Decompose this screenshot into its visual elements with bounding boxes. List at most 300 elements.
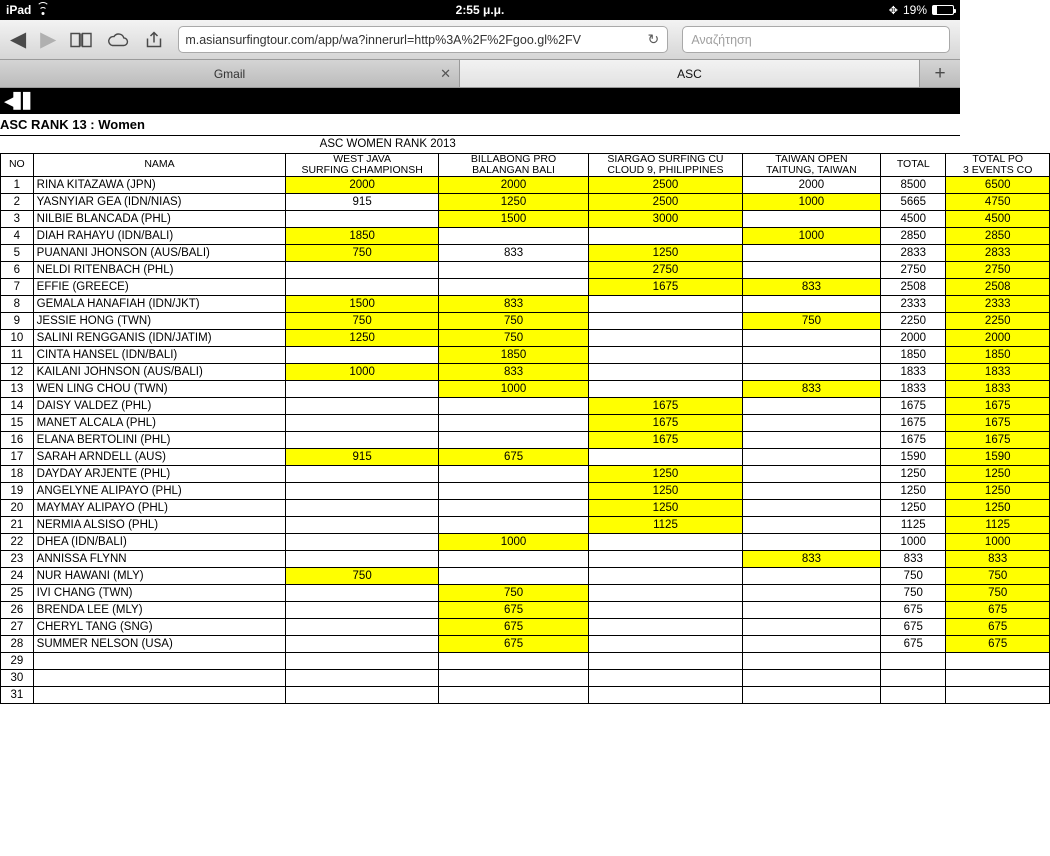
cell-total[interactable] [881,652,946,669]
cell-event-4[interactable] [742,465,880,482]
cell-event-3[interactable]: 1675 [589,278,743,295]
cell-event-4[interactable] [742,584,880,601]
cell-total-points[interactable]: 1590 [946,448,1050,465]
cell-event-1[interactable] [286,550,439,567]
table-row[interactable] [1,261,1050,278]
tab-gmail[interactable] [0,60,460,87]
cell-event-2[interactable] [438,567,588,584]
cell-total-points[interactable]: 1125 [946,516,1050,533]
cell-total-points[interactable]: 2833 [946,244,1050,261]
cell-no[interactable]: 30 [1,669,34,686]
cell-event-3[interactable] [589,380,743,397]
cell-event-3[interactable]: 2500 [589,176,743,193]
device-label: iPad [6,3,32,17]
cell-name[interactable]: JESSIE HONG (TWN) [33,312,286,329]
back-triangle-icon[interactable]: ◀▋▋ [4,93,33,110]
cell-no[interactable]: 21 [1,516,34,533]
cell-event-2[interactable]: 675 [438,448,588,465]
cell-event-2[interactable]: 675 [438,618,588,635]
column-header-nama: NAMA [33,153,286,176]
cell-name[interactable]: SUMMER NELSON (USA) [33,635,286,652]
table-row[interactable] [1,431,1050,448]
cell-no[interactable]: 8 [1,295,34,312]
table-row[interactable] [1,567,1050,584]
cell-event-4[interactable] [742,499,880,516]
cell-name[interactable]: CHERYL TANG (SNG) [33,618,286,635]
cell-event-4[interactable] [742,363,880,380]
cell-total-points[interactable]: 1675 [946,431,1050,448]
cell-total[interactable]: 2508 [881,278,946,295]
table-row[interactable] [1,193,1050,210]
cell-name[interactable]: KAILANI JOHNSON (AUS/BALI) [33,363,286,380]
cell-total-points[interactable]: 750 [946,567,1050,584]
cell-no[interactable]: 4 [1,227,34,244]
cell-name[interactable]: NUR HAWANI (MLY) [33,567,286,584]
cell-total[interactable]: 1833 [881,380,946,397]
table-row[interactable] [1,516,1050,533]
cell-no[interactable]: 15 [1,414,34,431]
cell-event-4[interactable] [742,346,880,363]
cell-event-3[interactable]: 1125 [589,516,743,533]
cell-no[interactable]: 24 [1,567,34,584]
cell-event-2[interactable]: 1000 [438,533,588,550]
share-icon[interactable] [144,31,164,49]
cell-name[interactable]: ANNISSA FLYNN [33,550,286,567]
cell-no[interactable]: 18 [1,465,34,482]
cell-event-2[interactable]: 2000 [438,176,588,193]
cell-name[interactable]: MANET ALCALA (PHL) [33,414,286,431]
table-row[interactable] [1,227,1050,244]
cell-name[interactable]: IVI CHANG (TWN) [33,584,286,601]
cell-no[interactable]: 27 [1,618,34,635]
cell-total[interactable]: 2000 [881,329,946,346]
cell-name[interactable]: EFFIE (GREECE) [33,278,286,295]
cell-name[interactable]: BRENDA LEE (MLY) [33,601,286,618]
cell-total[interactable]: 2850 [881,227,946,244]
cell-name[interactable]: DAISY VALDEZ (PHL) [33,397,286,414]
cell-event-2[interactable] [438,652,588,669]
cell-event-4[interactable]: 1000 [742,227,880,244]
cell-event-1[interactable] [286,516,439,533]
cell-total-points[interactable]: 1000 [946,533,1050,550]
cell-event-3[interactable]: 1250 [589,244,743,261]
cell-total[interactable]: 1125 [881,516,946,533]
cell-event-4[interactable]: 2000 [742,176,880,193]
cell-total-points[interactable]: 2508 [946,278,1050,295]
cell-event-1[interactable] [286,686,439,703]
cell-event-4[interactable]: 833 [742,550,880,567]
cell-total-points[interactable]: 2850 [946,227,1050,244]
cell-event-3[interactable] [589,363,743,380]
cell-name[interactable]: NILBIE BLANCADA (PHL) [33,210,286,227]
cell-name[interactable]: NERMIA ALSISO (PHL) [33,516,286,533]
cell-event-4[interactable] [742,295,880,312]
cell-name[interactable]: CINTA HANSEL (IDN/BALI) [33,346,286,363]
cell-no[interactable]: 23 [1,550,34,567]
cell-no[interactable]: 3 [1,210,34,227]
table-row[interactable] [1,482,1050,499]
close-icon[interactable]: ✕ [440,65,451,81]
cell-event-4[interactable] [742,448,880,465]
cell-total-points[interactable]: 4500 [946,210,1050,227]
address-bar[interactable] [178,26,668,53]
cell-total-points[interactable]: 2000 [946,329,1050,346]
cell-event-1[interactable] [286,210,439,227]
cell-event-1[interactable] [286,601,439,618]
cell-event-2[interactable]: 833 [438,363,588,380]
cell-event-2[interactable]: 750 [438,329,588,346]
cell-event-1[interactable]: 1500 [286,295,439,312]
cell-no[interactable]: 5 [1,244,34,261]
table-row[interactable] [1,295,1050,312]
cell-event-3[interactable]: 1675 [589,397,743,414]
cell-event-3[interactable]: 1250 [589,499,743,516]
cell-total-points[interactable]: 2333 [946,295,1050,312]
cell-total[interactable]: 750 [881,567,946,584]
clock: 2:55 μ.μ. [455,3,505,17]
cell-event-3[interactable] [589,652,743,669]
cell-event-1[interactable] [286,346,439,363]
cell-event-3[interactable] [589,448,743,465]
cell-name[interactable]: DHEA (IDN/BALI) [33,533,286,550]
cell-total-points[interactable]: 675 [946,635,1050,652]
cell-event-2[interactable]: 1850 [438,346,588,363]
cell-event-1[interactable]: 1000 [286,363,439,380]
table-row[interactable] [1,244,1050,261]
cell-event-3[interactable] [589,550,743,567]
cell-total-points[interactable]: 1250 [946,465,1050,482]
cell-name[interactable]: DIAH RAHAYU (IDN/BALI) [33,227,286,244]
table-row[interactable] [1,618,1050,635]
cell-event-2[interactable] [438,431,588,448]
cell-no[interactable]: 22 [1,533,34,550]
cell-event-3[interactable] [589,227,743,244]
table-row[interactable] [1,601,1050,618]
cell-event-2[interactable] [438,278,588,295]
cell-no[interactable]: 1 [1,176,34,193]
cell-total-points[interactable]: 675 [946,618,1050,635]
cell-no[interactable]: 31 [1,686,34,703]
cell-event-1[interactable] [286,499,439,516]
page-title: ASC RANK 13 : Women [0,114,960,136]
tab-asc[interactable] [460,60,920,87]
cell-event-1[interactable] [286,584,439,601]
cell-event-4[interactable]: 1000 [742,193,880,210]
cell-total[interactable]: 2333 [881,295,946,312]
cell-event-3[interactable]: 1675 [589,414,743,431]
cell-total[interactable]: 1590 [881,448,946,465]
bookmarks-icon[interactable] [70,31,92,48]
cell-total-points[interactable]: 750 [946,584,1050,601]
cell-event-2[interactable]: 1000 [438,380,588,397]
cell-total-points[interactable] [946,652,1050,669]
new-tab-button[interactable]: + [920,60,960,87]
table-row[interactable] [1,312,1050,329]
cell-event-3[interactable]: 2750 [589,261,743,278]
cell-name[interactable]: ANGELYNE ALIPAYO (PHL) [33,482,286,499]
cell-event-4[interactable] [742,686,880,703]
table-row[interactable] [1,380,1050,397]
cell-name[interactable]: MAYMAY ALIPAYO (PHL) [33,499,286,516]
cell-name[interactable]: RINA KITAZAWA (JPN) [33,176,286,193]
spreadsheet-viewport[interactable] [0,136,1033,856]
cell-total[interactable]: 750 [881,584,946,601]
cell-total-points[interactable]: 833 [946,550,1050,567]
cell-event-2[interactable] [438,499,588,516]
cell-no[interactable]: 20 [1,499,34,516]
search-input[interactable] [682,26,950,53]
cell-event-4[interactable] [742,431,880,448]
cell-name[interactable]: PUANANI JHONSON (AUS/BALI) [33,244,286,261]
cell-event-1[interactable] [286,533,439,550]
table-row[interactable] [1,176,1050,193]
cell-event-4[interactable] [742,210,880,227]
cell-event-2[interactable] [438,414,588,431]
cell-event-4[interactable]: 833 [742,380,880,397]
cell-name[interactable]: SARAH ARNDELL (AUS) [33,448,286,465]
cell-no[interactable]: 9 [1,312,34,329]
cloud-icon[interactable] [106,32,130,48]
cell-total[interactable]: 675 [881,635,946,652]
table-row[interactable] [1,533,1050,550]
table-row[interactable] [1,686,1050,703]
table-row[interactable] [1,346,1050,363]
cell-event-3[interactable] [589,329,743,346]
cell-event-4[interactable] [742,397,880,414]
cell-event-2[interactable] [438,397,588,414]
back-button[interactable]: ◀ [10,28,27,51]
cell-event-1[interactable]: 2000 [286,176,439,193]
cell-total[interactable]: 2833 [881,244,946,261]
cell-total[interactable]: 833 [881,550,946,567]
cell-total-points[interactable]: 1250 [946,482,1050,499]
cell-event-1[interactable] [286,397,439,414]
cell-total-points[interactable] [946,669,1050,686]
cell-total[interactable]: 5665 [881,193,946,210]
table-row[interactable] [1,278,1050,295]
cell-event-4[interactable] [742,567,880,584]
table-row[interactable] [1,465,1050,482]
cell-total[interactable]: 1675 [881,397,946,414]
cell-event-4[interactable] [742,533,880,550]
cell-total-points[interactable]: 1250 [946,499,1050,516]
cell-total-points[interactable]: 1850 [946,346,1050,363]
table-row[interactable] [1,414,1050,431]
cell-no[interactable]: 17 [1,448,34,465]
cell-event-1[interactable]: 750 [286,567,439,584]
cell-no[interactable]: 2 [1,193,34,210]
cell-no[interactable]: 28 [1,635,34,652]
cell-event-3[interactable] [589,346,743,363]
cell-no[interactable]: 19 [1,482,34,499]
cell-event-2[interactable] [438,669,588,686]
cell-total-points[interactable]: 2750 [946,261,1050,278]
cell-event-1[interactable] [286,652,439,669]
cell-event-2[interactable] [438,261,588,278]
table-row[interactable] [1,669,1050,686]
cell-total[interactable]: 8500 [881,176,946,193]
cell-name[interactable]: NELDI RITENBACH (PHL) [33,261,286,278]
cell-total[interactable]: 1850 [881,346,946,363]
cell-event-3[interactable] [589,533,743,550]
table-row[interactable] [1,397,1050,414]
cell-event-2[interactable] [438,227,588,244]
cell-event-2[interactable]: 833 [438,295,588,312]
cell-total-points[interactable]: 1675 [946,397,1050,414]
table-row[interactable] [1,635,1050,652]
cell-total[interactable]: 675 [881,601,946,618]
cell-name[interactable] [33,669,286,686]
cell-name[interactable] [33,652,286,669]
cell-total-points[interactable]: 1833 [946,380,1050,397]
cell-event-3[interactable] [589,635,743,652]
cell-name[interactable]: SALINI RENGGANIS (IDN/JATIM) [33,329,286,346]
cell-total-points[interactable]: 2250 [946,312,1050,329]
cell-total[interactable]: 2250 [881,312,946,329]
cell-total-points[interactable]: 1675 [946,414,1050,431]
reload-icon[interactable]: ↻ [647,31,660,47]
cell-event-3[interactable] [589,295,743,312]
table-row[interactable] [1,210,1050,227]
cell-event-1[interactable]: 1250 [286,329,439,346]
cell-event-3[interactable]: 1250 [589,465,743,482]
cell-event-2[interactable]: 750 [438,312,588,329]
cell-total-points[interactable]: 675 [946,601,1050,618]
cell-event-3[interactable]: 1250 [589,482,743,499]
cell-total[interactable]: 2750 [881,261,946,278]
cell-total-points[interactable]: 4750 [946,193,1050,210]
cell-event-4[interactable] [742,414,880,431]
cell-event-2[interactable] [438,482,588,499]
table-row[interactable] [1,499,1050,516]
cell-event-1[interactable]: 750 [286,244,439,261]
cell-event-3[interactable] [589,567,743,584]
table-row[interactable] [1,329,1050,346]
cell-no[interactable]: 13 [1,380,34,397]
cell-event-1[interactable] [286,482,439,499]
cell-no[interactable]: 26 [1,601,34,618]
cell-event-4[interactable] [742,244,880,261]
cell-event-2[interactable] [438,686,588,703]
cell-event-3[interactable]: 1675 [589,431,743,448]
table-row[interactable] [1,550,1050,567]
cell-event-2[interactable]: 675 [438,635,588,652]
cell-event-3[interactable] [589,669,743,686]
cell-event-2[interactable]: 750 [438,584,588,601]
cell-event-3[interactable]: 2500 [589,193,743,210]
cell-total[interactable] [881,686,946,703]
cell-name[interactable]: ELANA BERTOLINI (PHL) [33,431,286,448]
cell-event-3[interactable] [589,312,743,329]
cell-name[interactable] [33,686,286,703]
cell-no[interactable]: 10 [1,329,34,346]
cell-no[interactable]: 29 [1,652,34,669]
cell-no[interactable]: 25 [1,584,34,601]
cell-event-4[interactable] [742,601,880,618]
cell-total[interactable]: 1675 [881,431,946,448]
cell-event-1[interactable] [286,431,439,448]
cell-total[interactable]: 1250 [881,465,946,482]
cell-no[interactable]: 12 [1,363,34,380]
cell-event-3[interactable] [589,584,743,601]
cell-no[interactable]: 16 [1,431,34,448]
page-toolbar [0,88,960,114]
cell-total[interactable]: 4500 [881,210,946,227]
cell-event-4[interactable]: 750 [742,312,880,329]
cell-event-2[interactable]: 675 [438,601,588,618]
cell-no[interactable]: 7 [1,278,34,295]
cell-total[interactable] [881,669,946,686]
cell-event-4[interactable] [742,652,880,669]
cell-event-1[interactable] [286,465,439,482]
cell-event-1[interactable] [286,618,439,635]
cell-event-1[interactable]: 1850 [286,227,439,244]
cell-event-1[interactable]: 915 [286,448,439,465]
cell-name[interactable]: YASNYIAR GEA (IDN/NIAS) [33,193,286,210]
cell-event-1[interactable] [286,414,439,431]
cell-name[interactable]: GEMALA HANAFIAH (IDN/JKT) [33,295,286,312]
cell-event-1[interactable] [286,669,439,686]
cell-event-1[interactable] [286,635,439,652]
cell-event-3[interactable] [589,686,743,703]
cell-event-2[interactable]: 833 [438,244,588,261]
cell-event-1[interactable] [286,380,439,397]
cell-event-4[interactable] [742,635,880,652]
cell-event-2[interactable]: 1250 [438,193,588,210]
cell-name[interactable]: DAYDAY ARJENTE (PHL) [33,465,286,482]
table-row[interactable] [1,584,1050,601]
cell-event-1[interactable] [286,261,439,278]
table-row[interactable] [1,652,1050,669]
cell-event-3[interactable] [589,601,743,618]
cell-total-points[interactable]: 1833 [946,363,1050,380]
cell-event-4[interactable] [742,261,880,278]
cell-event-1[interactable]: 750 [286,312,439,329]
cell-no[interactable]: 11 [1,346,34,363]
table-row[interactable] [1,363,1050,380]
cell-event-4[interactable] [742,618,880,635]
cell-event-4[interactable] [742,516,880,533]
cell-event-2[interactable] [438,550,588,567]
cell-total[interactable]: 1675 [881,414,946,431]
cell-event-4[interactable] [742,482,880,499]
cell-total-points[interactable] [946,686,1050,703]
cell-total-points[interactable]: 6500 [946,176,1050,193]
cell-event-1[interactable] [286,278,439,295]
cell-event-4[interactable] [742,329,880,346]
cell-total[interactable]: 1250 [881,482,946,499]
cell-event-3[interactable]: 3000 [589,210,743,227]
cell-no[interactable]: 6 [1,261,34,278]
battery-percent-label: 19% [902,3,927,17]
cell-total[interactable]: 1000 [881,533,946,550]
cell-total[interactable]: 675 [881,618,946,635]
cell-total[interactable]: 1250 [881,499,946,516]
cell-event-4[interactable]: 833 [742,278,880,295]
cell-event-2[interactable] [438,516,588,533]
table-row[interactable] [1,448,1050,465]
cell-event-1[interactable]: 915 [286,193,439,210]
banner-spacer [1,136,34,153]
cell-no[interactable]: 14 [1,397,34,414]
cell-event-4[interactable] [742,669,880,686]
forward-button[interactable]: ▶ [40,28,57,51]
cell-total[interactable]: 1833 [881,363,946,380]
cell-event-2[interactable]: 1500 [438,210,588,227]
cell-name[interactable]: WEN LING CHOU (TWN) [33,380,286,397]
cell-event-2[interactable] [438,465,588,482]
cell-event-3[interactable] [589,618,743,635]
